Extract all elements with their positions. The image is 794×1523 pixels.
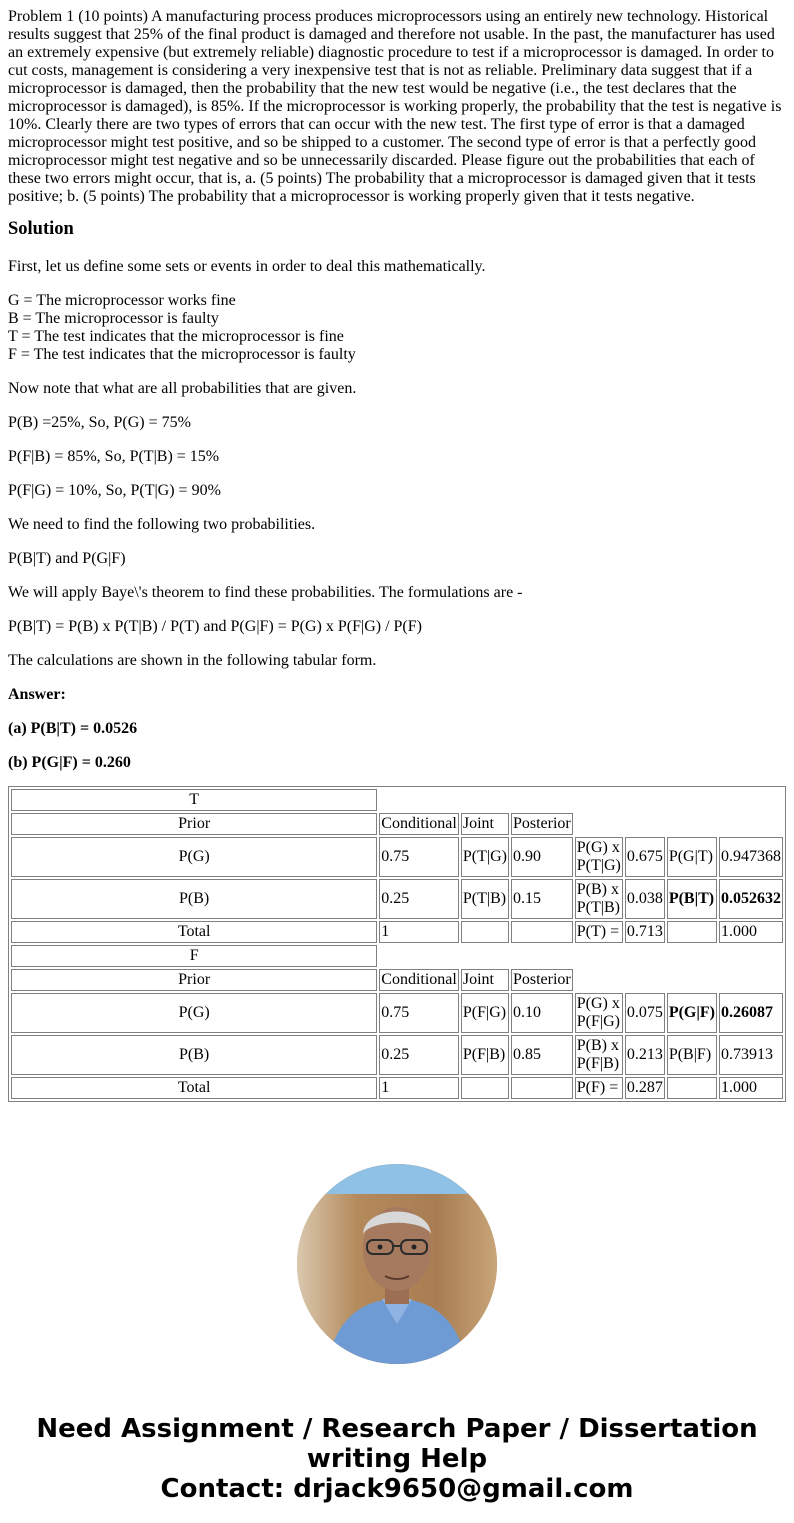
intro-text: First, let us define some sets or events in order to deal this mathematically. [8,258,486,275]
section-label: F [11,945,377,967]
table-cell: 0.10 [511,993,573,1033]
table-cell: P(B) [11,879,377,919]
author-photo-container [8,1164,786,1364]
definition-item: G = The microprocessor works fine [8,292,236,309]
table-row [11,1077,783,1099]
definition-item: F = The test indicates that the microprocessor is faulty [8,346,356,363]
answer-a: (a) P(B|T) = 0.0526 [8,720,138,737]
table-cell: 0.675 [625,837,665,877]
table-cell: 0.73913 [719,1035,783,1075]
find-intro: We need to find the following two probabilities. [8,516,316,533]
contact-email: Contact: drjack9650@gmail.com [160,1474,634,1504]
table-cell: P(G) x P(F|G) [575,993,623,1033]
definition-item: T = The test indicates that the microprocessor is fine [8,328,344,345]
cta-line: writing Help [306,1444,488,1474]
table-row [11,921,783,943]
table-cell: 1 [379,921,459,943]
table-cell: P(F|G) [461,993,509,1033]
cta-line: Need Assignment / Research Paper / Dissertation [36,1414,758,1444]
table-cell: 1.000 [719,921,783,943]
header-cell: Joint [461,969,509,991]
table-cell: 0.15 [511,879,573,919]
table-row [11,969,783,991]
table-cell: P(B) x P(T|B) [575,879,623,919]
table-cell: 0.75 [379,993,459,1033]
table-cell: Total [11,1077,377,1099]
table-cell: 1 [379,1077,459,1099]
portrait-image [297,1164,497,1364]
table-cell: P(T|B) [461,879,509,919]
table-cell: P(G) [11,993,377,1033]
table-row [11,837,783,877]
table-cell [719,879,783,919]
highlight-value: 0.26087 [721,1004,773,1021]
bayes-table [8,786,786,1102]
answer-b: (b) P(G|F) = 0.260 [8,754,131,771]
table-cell: 1.000 [719,1077,783,1099]
header-cell: Posterior [511,969,573,991]
given-item: P(F|G) = 10%, So, P(T|G) = 90% [8,482,221,499]
header-cell: Posterior [511,813,573,835]
table-cell [719,993,783,1033]
table-cell [461,1077,509,1099]
given-item: P(F|B) = 85%, So, P(T|B) = 15% [8,448,220,465]
header-cell: Prior [11,969,377,991]
problem-statement: Problem 1 (10 points) A manufacturing process produces microprocessors using an entirely new technology. Historical results suggest that 25% of the final product is damaged and therefore not usable. In the past, the manufacturer has used an extremely expensive (but extremely reliable) diagnostic procedure to test if a microprocessor is damaged. In order to cut costs, management is considering a very inexpensive test that is not as reliable. Preliminary data suggest that if a microprocessor is damaged, then the probability that the new test would be negative (i.e., the test declares that the microprocessor is damaged), is 85%. If the microprocessor is working properly, the probability that the test is negative is 10%. Clearly there are two types of errors that can occur with the new test. The first type of error is that a damaged microprocessor might test positive, and so be shipped to a customer. The second type of error is that a perfectly good microprocessor might test negative and so be unnecessarily discarded. Please figure out the probabilities that each of these two errors might occur, that is, a. (5 points) The probability that a microprocessor is damaged given that it tests positive; b. (5 points) The probability that a microprocessor is working properly given that it tests negative. [8,8,782,205]
table-cell [667,993,717,1033]
table-cell: P(F|B) [461,1035,509,1075]
table-cell: 0.25 [379,1035,459,1075]
table-row [11,789,783,811]
header-cell: Conditional [379,813,459,835]
header-cell: Joint [461,813,509,835]
table-cell: P(G) x P(T|G) [575,837,623,877]
table-cell [667,921,717,943]
contact-banner [8,1414,786,1504]
table-cell: 0.85 [511,1035,573,1075]
calc-intro: The calculations are shown in the following tabular form. [8,652,377,669]
find-targets: P(B|T) and P(G|F) [8,550,126,567]
table-cell: P(T) = [575,921,623,943]
table-cell [511,921,573,943]
table-cell: 0.213 [625,1035,665,1075]
highlight-value: P(B|T) [668,890,715,907]
table-cell: P(G|T) [667,837,717,877]
table-cell: P(B) [11,1035,377,1075]
table-cell: 0.287 [625,1077,665,1099]
author-photo [297,1164,497,1364]
table-row [11,879,783,919]
table-cell: Total [11,921,377,943]
table-cell: P(B|F) [667,1035,717,1075]
solution-heading: Solution [8,219,74,239]
bayes-intro: We will apply Baye\'s theorem to find these probabilities. The formulations are - [8,584,523,601]
table-cell [511,1077,573,1099]
table-cell: P(G) [11,837,377,877]
table-cell: 0.038 [625,879,665,919]
table-cell: 0.75 [379,837,459,877]
table-cell: 0.947368 [719,837,783,877]
table-cell [667,1077,717,1099]
formula: P(B|T) = P(B) x P(T|B) / P(T) and P(G|F) = P(G) x P(F|G) / P(F) [8,618,422,635]
table-cell: 0.075 [625,993,665,1033]
table-cell [461,921,509,943]
table-cell: P(T|G) [461,837,509,877]
table-cell: 0.25 [379,879,459,919]
definitions-list [8,292,786,364]
section-label: T [11,789,377,811]
answer-label: Answer: [8,686,66,703]
table-row [11,1035,783,1075]
header-cell: Prior [11,813,377,835]
table-row [11,993,783,1033]
highlight-value: P(G|F) [668,1004,715,1021]
table-row [11,813,783,835]
given-intro: Now note that what are all probabilities that are given. [8,380,357,397]
table-cell: P(B) x P(F|B) [575,1035,623,1075]
header-cell: Conditional [379,969,459,991]
table-cell [667,879,717,919]
given-item: P(B) =25%, So, P(G) = 75% [8,414,191,431]
definition-item: B = The microprocessor is faulty [8,310,219,327]
table-cell: 0.713 [625,921,665,943]
table-cell: 0.90 [511,837,573,877]
highlight-value: 0.052632 [721,890,781,907]
table-row [11,945,783,967]
table-cell: P(F) = [575,1077,623,1099]
